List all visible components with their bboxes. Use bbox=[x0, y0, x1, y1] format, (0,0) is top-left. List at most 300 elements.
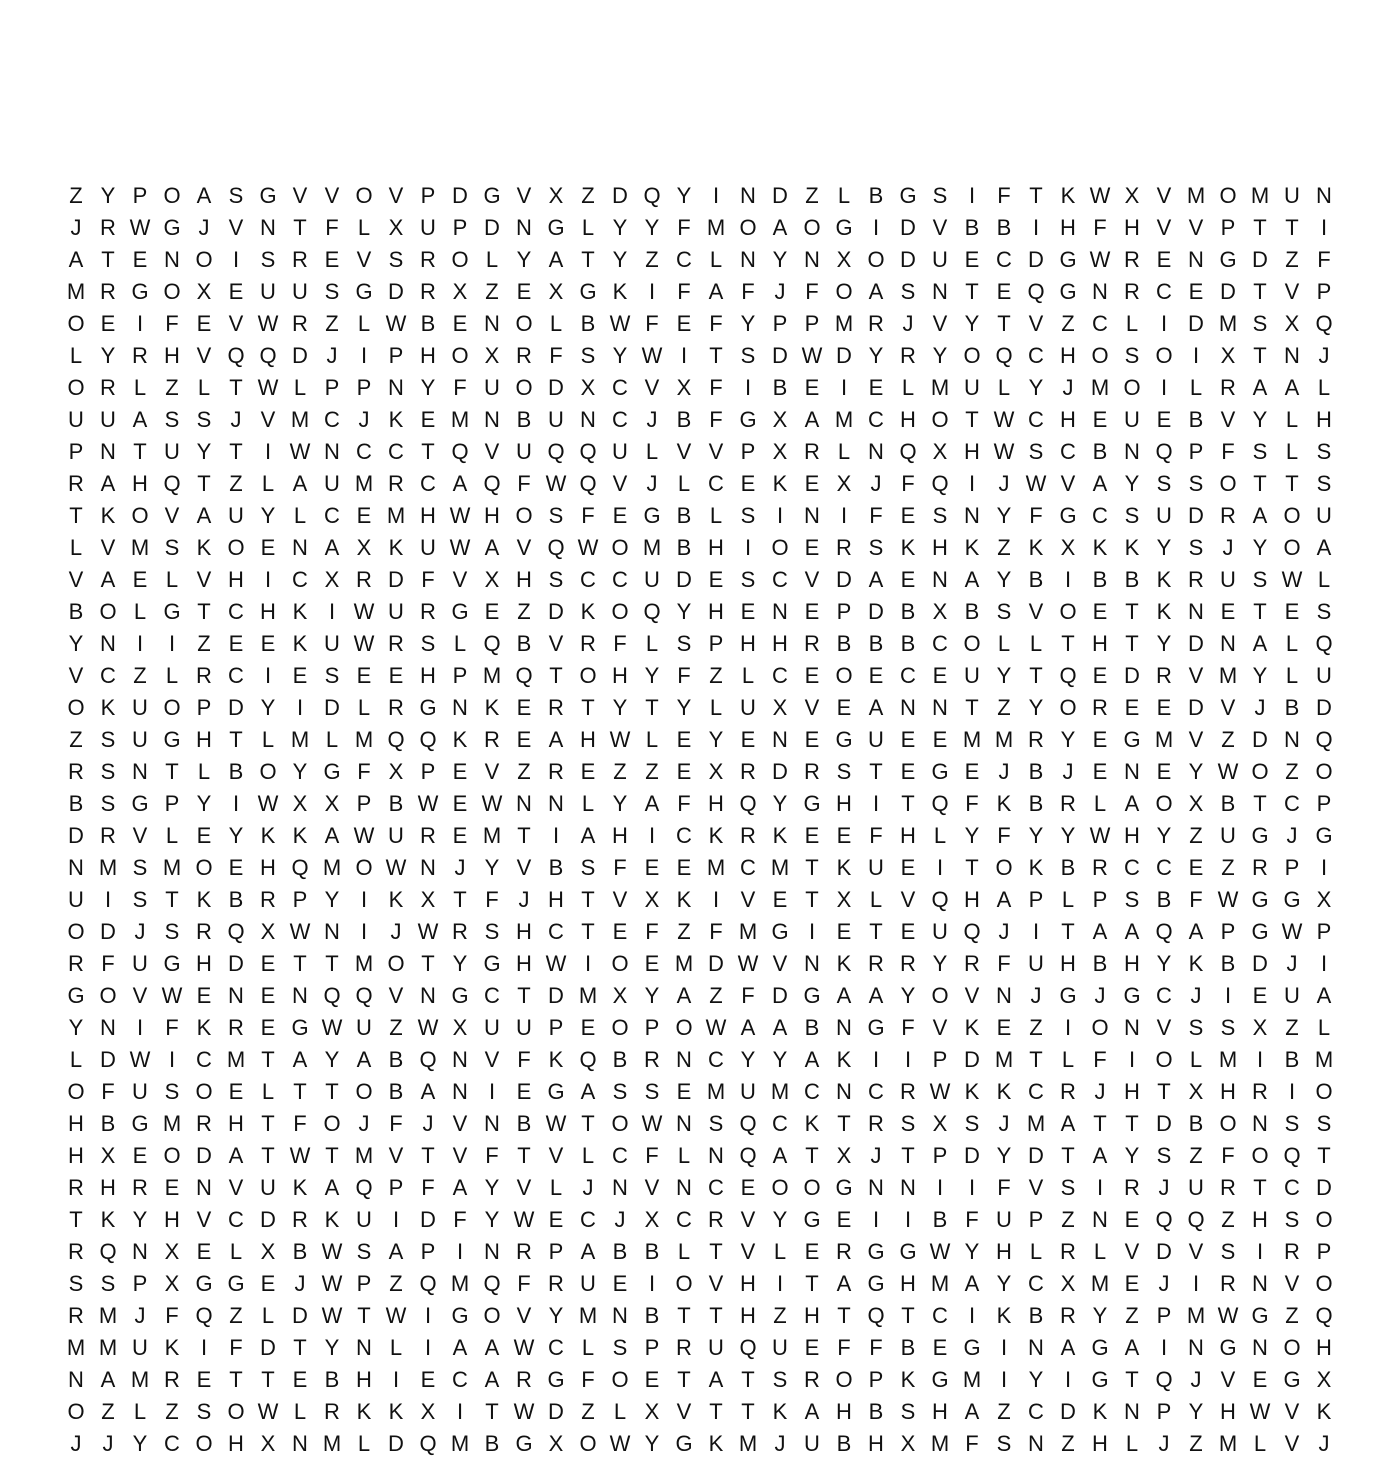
grid-letter[interactable]: C bbox=[676, 823, 692, 848]
grid-letter[interactable]: L bbox=[773, 1239, 787, 1264]
grid-letter[interactable]: X bbox=[772, 439, 788, 464]
grid-letter[interactable]: R bbox=[1092, 855, 1108, 880]
grid-letter[interactable]: U bbox=[132, 695, 148, 720]
grid-letter[interactable]: Y bbox=[484, 855, 500, 880]
grid-letter[interactable]: Y bbox=[1124, 1143, 1140, 1168]
grid-letter[interactable]: X bbox=[548, 279, 564, 304]
grid-letter[interactable]: S bbox=[612, 1079, 628, 1104]
grid-letter[interactable]: F bbox=[613, 855, 627, 880]
grid-letter[interactable]: Q bbox=[1187, 1207, 1205, 1232]
grid-letter[interactable]: I bbox=[648, 823, 656, 848]
grid-letter[interactable]: H bbox=[772, 631, 788, 656]
grid-letter[interactable]: K bbox=[836, 1047, 852, 1072]
grid-letter[interactable]: P bbox=[1188, 439, 1204, 464]
grid-letter[interactable]: P bbox=[324, 375, 340, 400]
grid-letter[interactable]: Z bbox=[1189, 1431, 1203, 1456]
grid-letter[interactable]: V bbox=[964, 983, 980, 1008]
grid-letter[interactable]: M bbox=[450, 1271, 470, 1296]
grid-letter[interactable]: L bbox=[1285, 439, 1299, 464]
grid-letter[interactable]: Q bbox=[259, 343, 277, 368]
grid-letter[interactable]: I bbox=[392, 1207, 400, 1232]
grid-letter[interactable]: A bbox=[1060, 1111, 1076, 1136]
grid-letter[interactable]: U bbox=[1124, 407, 1140, 432]
grid-letter[interactable]: V bbox=[1188, 727, 1204, 752]
grid-letter[interactable]: W bbox=[385, 855, 407, 880]
grid-letter[interactable]: Y bbox=[324, 1047, 340, 1072]
grid-letter[interactable]: W bbox=[1089, 823, 1111, 848]
grid-letter[interactable]: J bbox=[870, 1143, 882, 1168]
grid-letter[interactable]: F bbox=[1221, 439, 1235, 464]
grid-letter[interactable]: L bbox=[261, 1079, 275, 1104]
grid-letter[interactable]: W bbox=[257, 791, 279, 816]
grid-letter[interactable]: P bbox=[1028, 1207, 1044, 1232]
grid-letter[interactable]: M bbox=[130, 1367, 150, 1392]
grid-letter[interactable]: V bbox=[932, 1015, 948, 1040]
grid-letter[interactable]: F bbox=[965, 1207, 979, 1232]
grid-letter[interactable]: B bbox=[1092, 439, 1108, 464]
grid-letter[interactable]: I bbox=[872, 1207, 880, 1232]
grid-letter[interactable]: E bbox=[900, 855, 916, 880]
grid-letter[interactable]: H bbox=[484, 503, 500, 528]
grid-letter[interactable]: D bbox=[548, 983, 564, 1008]
grid-letter[interactable]: R bbox=[804, 439, 820, 464]
grid-letter[interactable]: Y bbox=[68, 1015, 84, 1040]
grid-letter[interactable]: M bbox=[1186, 183, 1206, 208]
grid-letter[interactable]: E bbox=[516, 727, 532, 752]
grid-letter[interactable]: N bbox=[516, 215, 532, 240]
grid-letter[interactable]: T bbox=[69, 1207, 83, 1232]
grid-letter[interactable]: I bbox=[488, 1079, 496, 1104]
grid-letter[interactable]: I bbox=[648, 1271, 656, 1296]
grid-letter[interactable]: M bbox=[706, 215, 726, 240]
grid-letter[interactable]: E bbox=[132, 567, 148, 592]
grid-letter[interactable]: S bbox=[836, 759, 852, 784]
grid-letter[interactable]: O bbox=[515, 375, 533, 400]
grid-letter[interactable]: H bbox=[836, 1399, 852, 1424]
grid-letter[interactable]: P bbox=[1316, 279, 1332, 304]
grid-letter[interactable]: T bbox=[1253, 215, 1267, 240]
grid-letter[interactable]: W bbox=[1089, 247, 1111, 272]
grid-letter[interactable]: S bbox=[1316, 1111, 1332, 1136]
grid-letter[interactable]: T bbox=[645, 695, 659, 720]
grid-letter[interactable]: R bbox=[132, 1175, 148, 1200]
grid-letter[interactable]: X bbox=[772, 695, 788, 720]
grid-letter[interactable]: Q bbox=[579, 471, 597, 496]
grid-letter[interactable]: E bbox=[1220, 599, 1236, 624]
grid-letter[interactable]: S bbox=[996, 599, 1012, 624]
grid-letter[interactable]: H bbox=[1220, 1079, 1236, 1104]
grid-letter[interactable]: L bbox=[581, 1143, 595, 1168]
grid-letter[interactable]: G bbox=[323, 759, 341, 784]
grid-letter[interactable]: A bbox=[644, 791, 660, 816]
grid-letter[interactable]: Z bbox=[1285, 1015, 1299, 1040]
grid-letter[interactable]: T bbox=[581, 1111, 595, 1136]
grid-letter[interactable]: I bbox=[744, 375, 752, 400]
grid-letter[interactable]: D bbox=[100, 1047, 116, 1072]
grid-letter[interactable]: A bbox=[772, 215, 788, 240]
grid-letter[interactable]: E bbox=[452, 311, 468, 336]
grid-letter[interactable]: E bbox=[1252, 983, 1268, 1008]
grid-letter[interactable]: Q bbox=[99, 1239, 117, 1264]
grid-letter[interactable]: U bbox=[132, 951, 148, 976]
grid-letter[interactable]: G bbox=[771, 919, 789, 944]
grid-letter[interactable]: Y bbox=[1124, 471, 1140, 496]
grid-letter[interactable]: O bbox=[931, 983, 949, 1008]
grid-letter[interactable]: S bbox=[1124, 343, 1140, 368]
grid-letter[interactable]: W bbox=[321, 1239, 343, 1264]
grid-letter[interactable]: N bbox=[324, 439, 340, 464]
grid-letter[interactable]: G bbox=[1059, 279, 1077, 304]
grid-letter[interactable]: S bbox=[132, 887, 148, 912]
grid-letter[interactable]: R bbox=[740, 823, 756, 848]
grid-letter[interactable]: D bbox=[228, 951, 244, 976]
grid-letter[interactable]: D bbox=[900, 215, 916, 240]
grid-letter[interactable]: I bbox=[232, 247, 240, 272]
grid-letter[interactable]: K bbox=[1028, 855, 1044, 880]
grid-letter[interactable]: H bbox=[1316, 407, 1332, 432]
grid-letter[interactable]: S bbox=[324, 279, 340, 304]
grid-letter[interactable]: A bbox=[804, 407, 820, 432]
grid-letter[interactable]: V bbox=[196, 1207, 212, 1232]
grid-letter[interactable]: C bbox=[1028, 1079, 1044, 1104]
grid-letter[interactable]: T bbox=[1125, 1111, 1139, 1136]
grid-letter[interactable]: A bbox=[100, 471, 116, 496]
grid-letter[interactable]: J bbox=[614, 1207, 626, 1232]
grid-letter[interactable]: D bbox=[292, 343, 308, 368]
grid-letter[interactable]: X bbox=[356, 535, 372, 560]
grid-letter[interactable]: Z bbox=[1285, 247, 1299, 272]
grid-letter[interactable]: N bbox=[228, 983, 244, 1008]
grid-letter[interactable]: J bbox=[358, 407, 370, 432]
grid-letter[interactable]: D bbox=[260, 1335, 276, 1360]
grid-letter[interactable]: G bbox=[675, 1431, 693, 1456]
grid-letter[interactable]: N bbox=[484, 311, 500, 336]
grid-letter[interactable]: I bbox=[1064, 1015, 1072, 1040]
grid-letter[interactable]: U bbox=[388, 599, 404, 624]
grid-letter[interactable]: V bbox=[388, 183, 404, 208]
grid-letter[interactable]: U bbox=[484, 1015, 500, 1040]
grid-letter[interactable]: R bbox=[100, 823, 116, 848]
grid-letter[interactable]: F bbox=[485, 1143, 499, 1168]
grid-letter[interactable]: Z bbox=[1221, 727, 1235, 752]
grid-letter[interactable]: B bbox=[324, 1367, 340, 1392]
grid-letter[interactable]: Z bbox=[1189, 1143, 1203, 1168]
grid-letter[interactable]: Y bbox=[292, 759, 308, 784]
grid-letter[interactable]: C bbox=[932, 631, 948, 656]
grid-letter[interactable]: O bbox=[611, 1015, 629, 1040]
grid-letter[interactable]: F bbox=[709, 311, 723, 336]
grid-letter[interactable]: R bbox=[452, 919, 468, 944]
grid-letter[interactable]: X bbox=[836, 887, 852, 912]
grid-letter[interactable]: W bbox=[609, 311, 631, 336]
grid-letter[interactable]: B bbox=[900, 599, 916, 624]
grid-letter[interactable]: S bbox=[1220, 1239, 1236, 1264]
grid-letter[interactable]: Y bbox=[1028, 823, 1044, 848]
grid-letter[interactable]: K bbox=[1156, 567, 1172, 592]
grid-letter[interactable]: Y bbox=[484, 1175, 500, 1200]
grid-letter[interactable]: S bbox=[1252, 311, 1268, 336]
grid-letter[interactable]: C bbox=[420, 471, 436, 496]
grid-letter[interactable]: A bbox=[1188, 919, 1204, 944]
grid-letter[interactable]: I bbox=[200, 1335, 208, 1360]
grid-letter[interactable]: P bbox=[196, 695, 212, 720]
grid-letter[interactable]: Y bbox=[612, 695, 628, 720]
grid-letter[interactable]: U bbox=[964, 663, 980, 688]
grid-letter[interactable]: W bbox=[545, 1111, 567, 1136]
grid-letter[interactable]: Y bbox=[708, 727, 724, 752]
grid-letter[interactable]: Q bbox=[323, 983, 341, 1008]
grid-letter[interactable]: P bbox=[356, 1271, 372, 1296]
grid-letter[interactable]: Y bbox=[324, 1335, 340, 1360]
grid-letter[interactable]: E bbox=[1092, 599, 1108, 624]
grid-letter[interactable]: H bbox=[964, 439, 980, 464]
grid-letter[interactable]: F bbox=[965, 1431, 979, 1456]
grid-letter[interactable]: T bbox=[293, 1335, 307, 1360]
grid-letter[interactable]: I bbox=[872, 215, 880, 240]
grid-letter[interactable]: C bbox=[708, 471, 724, 496]
grid-letter[interactable]: I bbox=[1032, 215, 1040, 240]
grid-letter[interactable]: V bbox=[548, 631, 564, 656]
grid-letter[interactable]: R bbox=[1060, 1079, 1076, 1104]
grid-letter[interactable]: D bbox=[900, 247, 916, 272]
grid-letter[interactable]: Y bbox=[996, 1143, 1012, 1168]
grid-letter[interactable]: C bbox=[932, 1303, 948, 1328]
grid-letter[interactable]: N bbox=[452, 1047, 468, 1072]
grid-letter[interactable]: X bbox=[1316, 1367, 1332, 1392]
grid-letter[interactable]: U bbox=[356, 1015, 372, 1040]
grid-letter[interactable]: I bbox=[1000, 1335, 1008, 1360]
grid-letter[interactable]: D bbox=[100, 919, 116, 944]
grid-letter[interactable]: E bbox=[260, 983, 276, 1008]
grid-letter[interactable]: B bbox=[612, 1239, 628, 1264]
grid-letter[interactable]: S bbox=[1316, 439, 1332, 464]
grid-letter[interactable]: M bbox=[962, 727, 982, 752]
grid-letter[interactable]: V bbox=[516, 855, 532, 880]
grid-letter[interactable]: E bbox=[836, 695, 852, 720]
grid-letter[interactable]: O bbox=[611, 1111, 629, 1136]
grid-letter[interactable]: R bbox=[196, 663, 212, 688]
grid-letter[interactable]: H bbox=[740, 1271, 756, 1296]
grid-letter[interactable]: Q bbox=[451, 439, 469, 464]
grid-letter[interactable]: E bbox=[804, 727, 820, 752]
grid-letter[interactable]: C bbox=[1284, 1175, 1300, 1200]
grid-letter[interactable]: O bbox=[1251, 759, 1269, 784]
grid-letter[interactable]: H bbox=[1252, 1207, 1268, 1232]
grid-letter[interactable]: P bbox=[772, 311, 788, 336]
grid-letter[interactable]: I bbox=[136, 1015, 144, 1040]
grid-letter[interactable]: J bbox=[1318, 343, 1330, 368]
grid-letter[interactable]: X bbox=[836, 471, 852, 496]
grid-letter[interactable]: D bbox=[1124, 663, 1140, 688]
grid-letter[interactable]: V bbox=[644, 375, 660, 400]
grid-letter[interactable]: M bbox=[1250, 183, 1270, 208]
grid-letter[interactable]: K bbox=[804, 1111, 820, 1136]
grid-letter[interactable]: I bbox=[264, 567, 272, 592]
grid-letter[interactable]: E bbox=[260, 1015, 276, 1040]
grid-letter[interactable]: W bbox=[993, 439, 1015, 464]
grid-letter[interactable]: E bbox=[932, 727, 948, 752]
grid-letter[interactable]: X bbox=[388, 215, 404, 240]
grid-letter[interactable]: C bbox=[708, 1047, 724, 1072]
grid-letter[interactable]: R bbox=[516, 1367, 532, 1392]
grid-letter[interactable]: Y bbox=[1028, 1367, 1044, 1392]
grid-letter[interactable]: R bbox=[548, 1271, 564, 1296]
grid-letter[interactable]: B bbox=[868, 1399, 884, 1424]
grid-letter[interactable]: O bbox=[195, 1431, 213, 1456]
grid-letter[interactable]: T bbox=[741, 1367, 755, 1392]
grid-letter[interactable]: Z bbox=[517, 759, 531, 784]
grid-letter[interactable]: N bbox=[484, 1111, 500, 1136]
grid-letter[interactable]: I bbox=[1000, 1367, 1008, 1392]
grid-letter[interactable]: N bbox=[1124, 439, 1140, 464]
grid-letter[interactable]: H bbox=[164, 1207, 180, 1232]
grid-letter[interactable]: U bbox=[644, 567, 660, 592]
grid-letter[interactable]: N bbox=[836, 1079, 852, 1104]
grid-letter[interactable]: M bbox=[674, 951, 694, 976]
grid-letter[interactable]: N bbox=[836, 1015, 852, 1040]
grid-letter[interactable]: L bbox=[1189, 375, 1203, 400]
grid-letter[interactable]: O bbox=[771, 535, 789, 560]
grid-letter[interactable]: L bbox=[1189, 1047, 1203, 1072]
grid-letter[interactable]: D bbox=[964, 1047, 980, 1072]
grid-letter[interactable]: N bbox=[1252, 1111, 1268, 1136]
grid-letter[interactable]: B bbox=[676, 407, 692, 432]
grid-letter[interactable]: Y bbox=[740, 311, 756, 336]
grid-letter[interactable]: H bbox=[868, 1431, 884, 1456]
grid-letter[interactable]: V bbox=[740, 1239, 756, 1264]
grid-letter[interactable]: T bbox=[581, 247, 595, 272]
grid-letter[interactable]: P bbox=[708, 631, 724, 656]
grid-letter[interactable]: X bbox=[708, 759, 724, 784]
grid-letter[interactable]: Y bbox=[868, 343, 884, 368]
grid-letter[interactable]: V bbox=[1284, 1399, 1300, 1424]
grid-letter[interactable]: Q bbox=[227, 343, 245, 368]
grid-letter[interactable]: A bbox=[324, 535, 340, 560]
grid-letter[interactable]: U bbox=[228, 503, 244, 528]
grid-letter[interactable]: Y bbox=[676, 183, 692, 208]
grid-letter[interactable]: S bbox=[1060, 1175, 1076, 1200]
grid-letter[interactable]: Q bbox=[1315, 1303, 1333, 1328]
grid-letter[interactable]: B bbox=[612, 1047, 628, 1072]
grid-letter[interactable]: L bbox=[1285, 407, 1299, 432]
grid-letter[interactable]: L bbox=[1125, 311, 1139, 336]
grid-letter[interactable]: T bbox=[229, 439, 243, 464]
grid-letter[interactable]: E bbox=[580, 1015, 596, 1040]
grid-letter[interactable]: N bbox=[516, 791, 532, 816]
grid-letter[interactable]: Q bbox=[515, 663, 533, 688]
grid-letter[interactable]: J bbox=[422, 1111, 434, 1136]
grid-letter[interactable]: Z bbox=[1061, 311, 1075, 336]
grid-letter[interactable]: E bbox=[356, 503, 372, 528]
grid-letter[interactable]: O bbox=[1219, 1111, 1237, 1136]
grid-letter[interactable]: B bbox=[996, 215, 1012, 240]
grid-letter[interactable]: V bbox=[68, 663, 84, 688]
grid-letter[interactable]: P bbox=[1156, 1399, 1172, 1424]
grid-letter[interactable]: C bbox=[772, 663, 788, 688]
grid-letter[interactable]: F bbox=[997, 1175, 1011, 1200]
grid-letter[interactable]: H bbox=[420, 503, 436, 528]
grid-letter[interactable]: Y bbox=[196, 791, 212, 816]
grid-letter[interactable]: T bbox=[709, 1399, 723, 1424]
grid-letter[interactable]: E bbox=[900, 759, 916, 784]
grid-letter[interactable]: S bbox=[772, 1367, 788, 1392]
grid-letter[interactable]: C bbox=[484, 983, 500, 1008]
grid-letter[interactable]: V bbox=[676, 439, 692, 464]
grid-letter[interactable]: H bbox=[228, 567, 244, 592]
grid-letter[interactable]: H bbox=[420, 663, 436, 688]
grid-letter[interactable]: X bbox=[1188, 1079, 1204, 1104]
grid-letter[interactable]: J bbox=[326, 343, 338, 368]
grid-letter[interactable]: V bbox=[228, 311, 244, 336]
grid-letter[interactable]: R bbox=[964, 951, 980, 976]
grid-letter[interactable]: R bbox=[580, 631, 596, 656]
grid-letter[interactable]: G bbox=[291, 1015, 309, 1040]
grid-letter[interactable]: N bbox=[1188, 1335, 1204, 1360]
grid-letter[interactable]: I bbox=[1192, 343, 1200, 368]
grid-letter[interactable]: E bbox=[452, 823, 468, 848]
grid-letter[interactable]: B bbox=[388, 791, 404, 816]
grid-letter[interactable]: D bbox=[1156, 1111, 1172, 1136]
grid-letter[interactable]: C bbox=[772, 567, 788, 592]
grid-letter[interactable]: P bbox=[1316, 1239, 1332, 1264]
grid-letter[interactable]: T bbox=[1317, 1143, 1331, 1168]
grid-letter[interactable]: L bbox=[869, 887, 883, 912]
grid-letter[interactable]: Y bbox=[132, 1207, 148, 1232]
grid-letter[interactable]: U bbox=[1156, 503, 1172, 528]
grid-letter[interactable]: S bbox=[1284, 1207, 1300, 1232]
grid-letter[interactable]: D bbox=[548, 375, 564, 400]
grid-letter[interactable]: E bbox=[964, 759, 980, 784]
grid-letter[interactable]: X bbox=[772, 407, 788, 432]
grid-letter[interactable]: L bbox=[549, 1175, 563, 1200]
grid-letter[interactable]: G bbox=[1251, 919, 1269, 944]
grid-letter[interactable]: S bbox=[612, 1335, 628, 1360]
grid-letter[interactable]: H bbox=[1092, 1431, 1108, 1456]
grid-letter[interactable]: Z bbox=[1285, 1303, 1299, 1328]
grid-letter[interactable]: G bbox=[547, 1367, 565, 1392]
grid-letter[interactable]: L bbox=[69, 1047, 83, 1072]
grid-letter[interactable]: D bbox=[484, 215, 500, 240]
grid-letter[interactable]: I bbox=[296, 695, 304, 720]
grid-letter[interactable]: J bbox=[358, 1111, 370, 1136]
grid-letter[interactable]: G bbox=[1251, 887, 1269, 912]
grid-letter[interactable]: G bbox=[643, 503, 661, 528]
grid-letter[interactable]: G bbox=[579, 279, 597, 304]
grid-letter[interactable]: W bbox=[449, 503, 471, 528]
grid-letter[interactable]: M bbox=[98, 1335, 118, 1360]
grid-letter[interactable]: A bbox=[580, 1239, 596, 1264]
grid-letter[interactable]: Y bbox=[932, 951, 948, 976]
grid-letter[interactable]: L bbox=[293, 503, 307, 528]
grid-letter[interactable]: W bbox=[417, 1015, 439, 1040]
grid-letter[interactable]: A bbox=[580, 823, 596, 848]
grid-letter[interactable]: R bbox=[804, 1367, 820, 1392]
grid-letter[interactable]: P bbox=[452, 215, 468, 240]
grid-letter[interactable]: F bbox=[165, 1303, 179, 1328]
grid-letter[interactable]: K bbox=[836, 855, 852, 880]
grid-letter[interactable]: V bbox=[356, 247, 372, 272]
grid-letter[interactable]: C bbox=[1156, 855, 1172, 880]
grid-letter[interactable]: W bbox=[1089, 183, 1111, 208]
grid-letter[interactable]: Z bbox=[1285, 759, 1299, 784]
grid-letter[interactable]: R bbox=[388, 631, 404, 656]
grid-letter[interactable]: B bbox=[836, 631, 852, 656]
grid-letter[interactable]: W bbox=[641, 1111, 663, 1136]
grid-letter[interactable]: B bbox=[1220, 951, 1236, 976]
grid-letter[interactable]: K bbox=[196, 1015, 212, 1040]
grid-letter[interactable]: B bbox=[1092, 567, 1108, 592]
grid-letter[interactable]: L bbox=[549, 311, 563, 336]
